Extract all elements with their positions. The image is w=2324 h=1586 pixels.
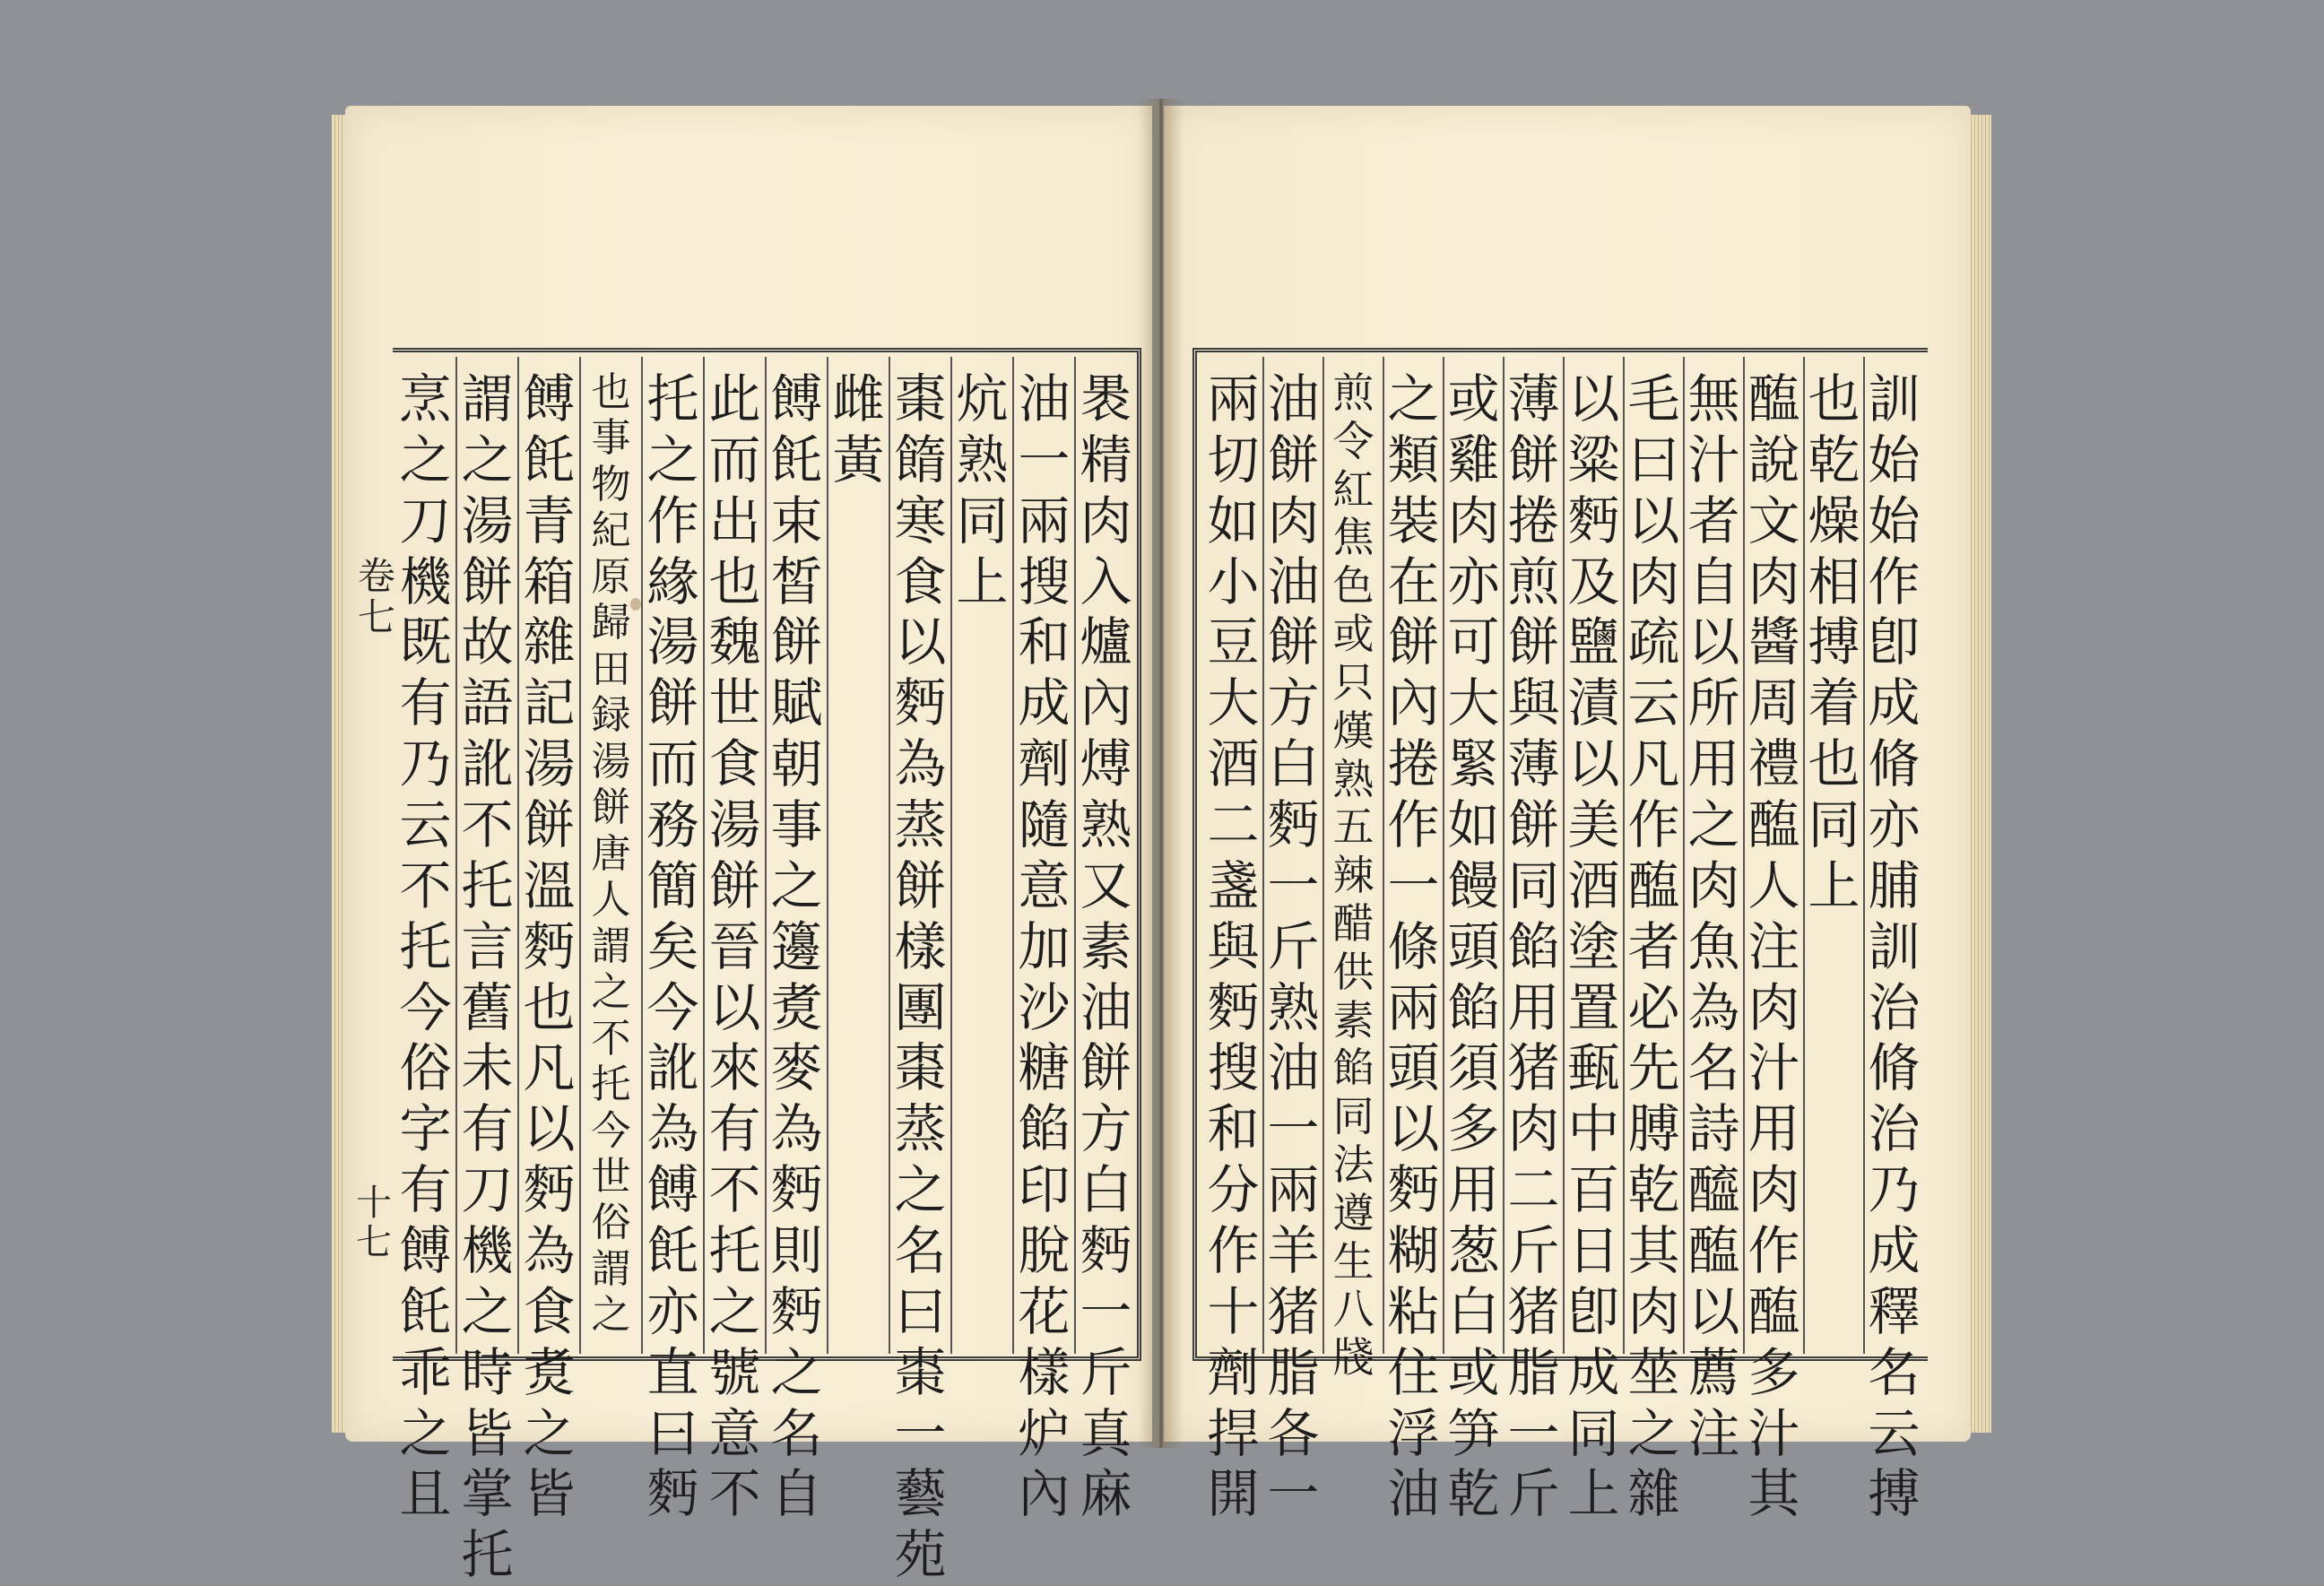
fold-page-number: 十 七 [356, 1183, 392, 1263]
column-rule [1623, 357, 1625, 1354]
column-rule [1803, 357, 1805, 1354]
text-column: 油 一 兩 搜 和 成 劑 隨 意 加 沙 糖 餡 印 脫 花 樣 炉 內 [1018, 368, 1071, 1525]
text-column: 餺 飥 束 皙 餅 賦 朝 事 之 籩 煑 麥 為 麪 則 麪 之 名 自 [770, 368, 823, 1525]
text-column: 雌 黃 [832, 368, 885, 490]
column-rule [703, 357, 705, 1354]
text-column: 醢 說 文 肉 醬 周 禮 醢 人 注 肉 汁 用 肉 作 醢 多 汁 其 [1747, 368, 1800, 1525]
right-page-edges [1968, 115, 1991, 1433]
text-column: 訓 始 始 作 卽 成 脩 亦 脯 訓 治 脩 治 乃 成 釋 名 云 搏 [1868, 368, 1921, 1525]
text-column: 或 雞 肉 亦 可 大 緊 如 饅 頭 餡 須 多 用 葱 白 或 笋 乾 [1447, 368, 1500, 1525]
text-column: 烹 之 刀 機 既 有 乃 云 不 托 今 俗 字 有 餺 飥 乖 之 且 [399, 368, 452, 1525]
text-column: 無 汁 者 自 以 所 用 之 肉 魚 為 名 詩 醯 醢 以 薦 注 [1687, 368, 1740, 1464]
text-column: 也 事 物 紀 原 歸 田 録 湯 餅 唐 人 謂 之 不 托 今 世 俗 謂 之 [591, 369, 631, 1339]
text-column: 托 之 作 緣 湯 餅 而 務 簡 矣 今 訛 為 餺 飥 亦 直 曰 麪 [646, 368, 699, 1525]
column-rule [1743, 357, 1745, 1354]
column-rule [950, 357, 952, 1354]
column-rule [455, 357, 457, 1354]
text-column: 棗 䭉 寒 食 以 麪 為 蒸 餅 樣 團 棗 蒸 之 名 曰 棗 一 藝 苑 [894, 368, 947, 1586]
column-rule [579, 357, 581, 1354]
column-rule [1863, 357, 1865, 1354]
column-rule [1443, 357, 1444, 1354]
column-rule [889, 357, 890, 1354]
column-rule [1322, 357, 1324, 1354]
column-rule [1383, 357, 1384, 1354]
text-column: 以 粱 麪 及 鹽 漬 以 美 酒 塗 置 甀 中 百 日 卽 成 同 上 [1567, 368, 1620, 1525]
fold-volume-label: 卷 七 [357, 554, 395, 640]
column-rule [1683, 357, 1685, 1354]
column-rule [1262, 357, 1264, 1354]
text-column: 謂 之 湯 餅 故 語 訛 不 托 言 舊 未 有 刀 機 之 時 皆 掌 托 [461, 368, 514, 1586]
text-column: 也 乾 燥 相 搏 着 也 同 上 [1808, 368, 1860, 916]
text-column: 此 而 出 也 魏 世 食 湯 餅 晉 以 來 有 不 托 之 號 意 不 [708, 368, 761, 1525]
column-rule [1563, 357, 1565, 1354]
text-column: 褁 精 肉 入 爐 內 煿 熟 又 素 油 餅 方 白 麪 一 斤 真 麻 [1080, 368, 1132, 1525]
column-rule [1503, 357, 1505, 1354]
column-rule [1074, 357, 1076, 1354]
text-column: 之 類 裝 在 餅 內 捲 作 一 條 兩 頭 以 麪 糊 粘 住 浮 油 [1387, 368, 1440, 1525]
text-column: 餺 飥 青 箱 雜 記 湯 餅 溫 麪 也 凡 以 麪 為 食 煑 之 皆 [523, 368, 576, 1525]
column-rule [765, 357, 767, 1354]
text-column: 煎 令 紅 焦 色 或 只 熯 熟 五 辣 醋 供 素 餡 同 法 遵 生 八 牋 [1332, 368, 1374, 1382]
book-gutter [1139, 99, 1184, 1448]
column-rule [517, 357, 519, 1354]
text-column: 炕 熟 同 上 [956, 368, 1009, 612]
text-column: 兩 切 如 小 豆 大 酒 二 盞 與 麪 搜 和 分 作 十 劑 捍 開 [1207, 368, 1260, 1525]
column-rule [641, 357, 643, 1354]
text-column: 油 餅 肉 油 餅 方 白 麪 一 斤 熟 油 一 兩 羊 猪 脂 各 一 [1267, 368, 1320, 1525]
text-column: 毛 曰 以 肉 疏 云 凡 作 醢 者 必 先 膊 乾 其 肉 莝 之 雜 [1627, 368, 1680, 1525]
column-rule [1012, 357, 1014, 1354]
paper-stain [630, 598, 641, 611]
text-column: 薄 餅 捲 煎 餅 與 薄 餅 同 餡 用 猪 肉 二 斤 猪 脂 一 斤 [1507, 368, 1560, 1525]
column-rule [827, 357, 828, 1354]
